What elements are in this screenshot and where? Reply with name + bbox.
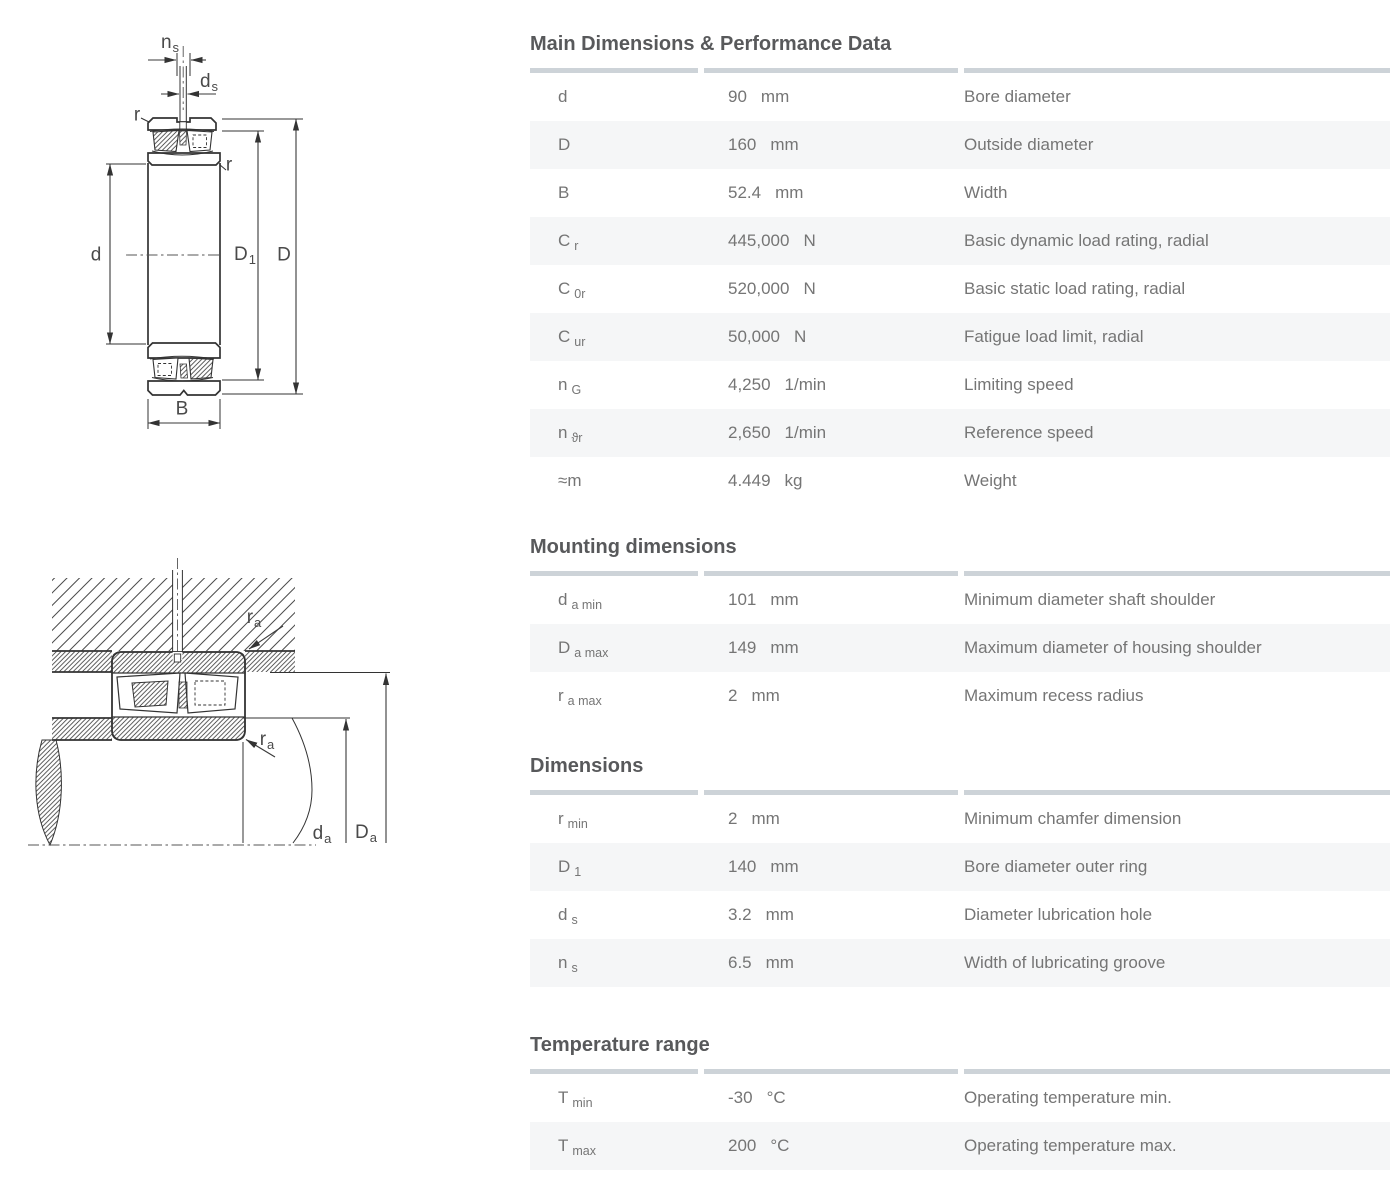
description-cell: Bore diameter xyxy=(964,87,1071,106)
bearing-mounting-drawing xyxy=(20,550,420,890)
data-tables-panel xyxy=(530,0,1390,1170)
description-cell: Bore diameter outer ring xyxy=(964,857,1148,876)
value-cell: 2,650 1/min xyxy=(728,423,827,442)
symbol-cell: d $_s$ xyxy=(558,905,578,927)
value-cell: 149 mm xyxy=(728,638,799,657)
inner-ring-bottom xyxy=(148,343,220,358)
rollers-top xyxy=(150,129,214,155)
table-row xyxy=(530,121,1390,169)
table-row xyxy=(530,576,1390,624)
outer-ring-bottom xyxy=(148,381,220,395)
housing-seat-left xyxy=(52,651,112,672)
label-ds: $d_s$ xyxy=(199,71,219,94)
symbol-cell: T $_{max}$ xyxy=(558,1136,597,1158)
value-cell: 4,250 1/min xyxy=(728,375,827,394)
description-cell: Width xyxy=(964,183,1008,202)
table-row xyxy=(530,1074,1390,1122)
value-cell: 140 mm xyxy=(728,857,799,876)
shaft-shoulder xyxy=(36,718,112,845)
table-row xyxy=(530,217,1390,265)
label-d: d xyxy=(90,244,102,266)
section-title-mounting-dimensions: Mounting dimensions xyxy=(530,536,737,558)
symbol-cell: C $_r$ xyxy=(558,231,579,253)
label-d1: $D_1$ xyxy=(234,244,256,267)
table-row xyxy=(530,169,1390,217)
label-r-inner: r xyxy=(225,154,233,176)
table-row xyxy=(530,939,1390,987)
value-cell: 6.5 mm xyxy=(728,953,794,972)
table-row xyxy=(530,409,1390,457)
label-Da: $D_a$ xyxy=(355,822,377,845)
shaft-break xyxy=(36,740,62,845)
bearing-cross-section-drawing xyxy=(60,18,400,453)
value-cell: 90 mm xyxy=(728,87,790,106)
r-leader-outer xyxy=(141,118,149,122)
housing-break-curve xyxy=(292,718,312,843)
symbol-cell: ≈m xyxy=(558,471,582,490)
table-row xyxy=(530,672,1390,720)
table-row xyxy=(530,1122,1390,1170)
table-row xyxy=(530,73,1390,121)
description-cell: Width of lubricating groove xyxy=(964,953,1166,972)
table-temperature-range xyxy=(530,1074,1390,1170)
bearing-section xyxy=(112,652,245,740)
description-cell: Weight xyxy=(964,471,1017,490)
value-cell: 520,000 N xyxy=(728,279,816,298)
value-cell: 2 mm xyxy=(728,809,780,828)
description-cell: Outside diameter xyxy=(964,135,1094,154)
value-cell: 3.2 mm xyxy=(728,905,794,924)
symbol-cell: C $_{ur}$ xyxy=(558,327,586,349)
value-cell: 2 mm xyxy=(728,686,780,705)
housing-seat-right xyxy=(245,651,295,672)
label-r-outer: r xyxy=(133,104,141,126)
symbol-cell: n $_s$ xyxy=(558,953,578,975)
label-B: B xyxy=(175,398,189,420)
value-cell: 101 mm xyxy=(728,590,799,609)
description-cell: Basic static load rating, radial xyxy=(964,279,1186,298)
description-cell: Operating temperature max. xyxy=(964,1136,1177,1155)
symbol-cell: n $_{ϑr}$ xyxy=(558,423,583,445)
symbol-cell: n $_G$ xyxy=(558,375,582,397)
description-cell: Diameter lubrication hole xyxy=(964,905,1153,924)
symbol-cell: T $_{min}$ xyxy=(558,1088,593,1110)
description-cell: Operating temperature min. xyxy=(964,1088,1172,1107)
symbol-cell: D xyxy=(558,135,571,154)
label-ra-top: $r_a$ xyxy=(246,607,262,630)
table-dimensions xyxy=(530,795,1390,987)
table-row xyxy=(530,265,1390,313)
description-cell: Fatigue load limit, radial xyxy=(964,327,1144,346)
table-row xyxy=(530,795,1390,843)
table-row xyxy=(530,843,1390,891)
symbol-cell: B xyxy=(558,183,570,202)
table-mounting-dimensions xyxy=(530,576,1390,720)
value-cell: 52.4 mm xyxy=(728,183,804,202)
value-cell: 4.449 kg xyxy=(728,471,803,490)
cross-section-svg xyxy=(60,18,400,453)
dimension-Da xyxy=(270,673,390,844)
rollers-bottom xyxy=(150,356,214,381)
symbol-cell: d xyxy=(558,87,568,106)
value-cell: 445,000 N xyxy=(728,231,816,250)
lubrication-hole-lines xyxy=(177,46,190,122)
section-title-dimensions: Dimensions xyxy=(530,755,644,777)
description-cell: Minimum chamfer dimension xyxy=(964,809,1182,828)
table-row xyxy=(530,891,1390,939)
table-row xyxy=(530,624,1390,672)
label-da: $d_a$ xyxy=(312,823,332,846)
symbol-cell: C $_{0r}$ xyxy=(558,279,586,301)
symbol-cell: d $_{a min}$ xyxy=(558,590,603,612)
inner-ring xyxy=(112,717,245,740)
symbol-cell: D $_{a max}$ xyxy=(558,638,609,660)
description-cell: Basic dynamic load rating, radial xyxy=(964,231,1209,250)
rollers xyxy=(117,673,238,713)
value-cell: 160 mm xyxy=(728,135,799,154)
description-cell: Minimum diameter shaft shoulder xyxy=(964,590,1216,609)
value-cell: 50,000 N xyxy=(728,327,807,346)
value-cell: -30 °C xyxy=(728,1088,786,1107)
table-row xyxy=(530,313,1390,361)
symbol-cell: r $_{min}$ xyxy=(558,809,588,831)
table-row xyxy=(530,361,1390,409)
description-cell: Limiting speed xyxy=(964,375,1074,394)
table-row xyxy=(530,457,1390,505)
label-D: D xyxy=(277,244,291,266)
label-ra-bottom: $r_a$ xyxy=(259,729,275,752)
description-cell: Maximum recess radius xyxy=(964,686,1144,705)
symbol-cell: r $_{a max}$ xyxy=(558,686,602,708)
description-cell: Reference speed xyxy=(964,423,1094,442)
label-ns: $n_s$ xyxy=(160,32,180,55)
dimension-d xyxy=(106,164,146,344)
section-title-main-dimensions: Main Dimensions & Performance Data xyxy=(530,33,892,55)
description-cell: Maximum diameter of housing shoulder xyxy=(964,638,1262,657)
symbol-cell: D $_1$ xyxy=(558,857,582,879)
value-cell: 200 °C xyxy=(728,1136,790,1155)
table-main-dimensions xyxy=(530,73,1390,505)
section-title-temperature-range: Temperature range xyxy=(530,1034,710,1056)
